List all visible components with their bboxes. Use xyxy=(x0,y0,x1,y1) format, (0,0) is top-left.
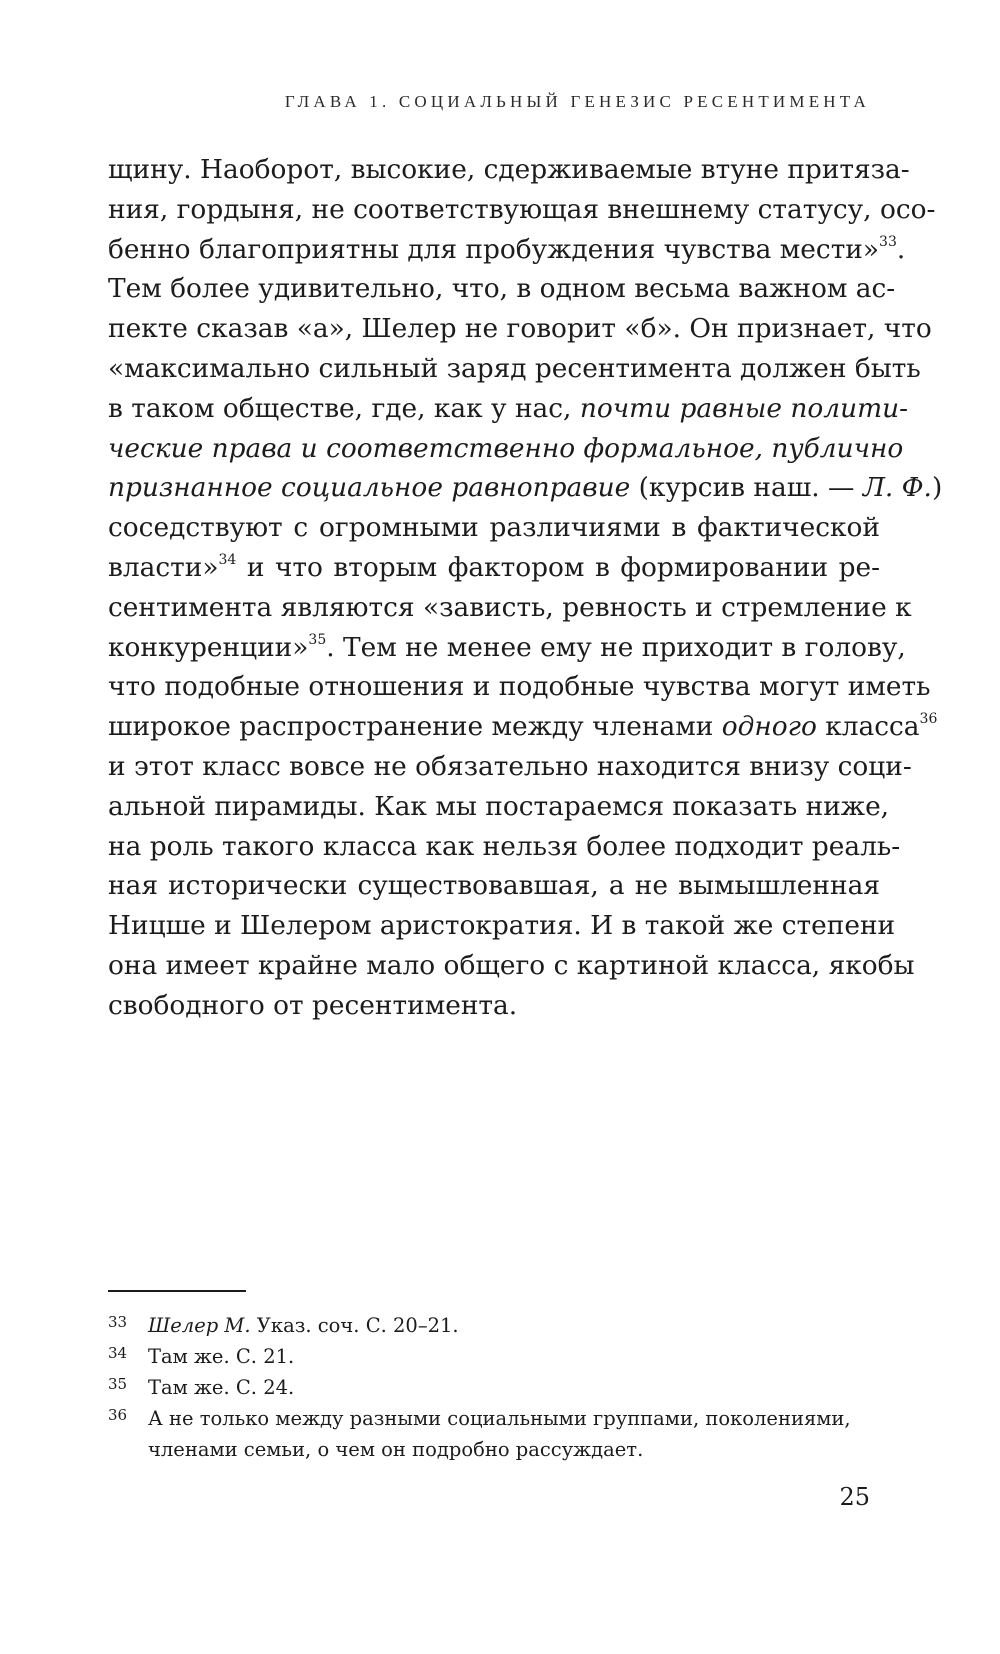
footnotes xyxy=(108,1310,898,1465)
text-line: альной пирамиды. Как мы постараемся показать ниже, xyxy=(108,790,890,822)
text-line: конкуренции»$^{35}$. Тем не менее ему не приходит в голову, xyxy=(108,631,906,663)
text-line: бенно благоприятны для пробуждения чувства мести»$^{33}$. xyxy=(108,233,906,265)
text-line: власти»$^{34}$ и что вторым фактором в формировании ре- xyxy=(108,551,880,583)
italic-emphasis: ческие права и соответственно формальное, публично xyxy=(108,432,904,464)
footnote-number: 35 xyxy=(108,1375,128,1393)
footnote-number: 34 xyxy=(108,1344,128,1362)
text-line: в таком обществе, где, как у нас, почти равные полити- xyxy=(108,392,909,424)
italic-emphasis: одного xyxy=(721,711,817,743)
text-line: щину. Наоборот, высокие, сдерживаемые втуне притяза- xyxy=(108,154,910,185)
text-line: свободного от ресентимента. xyxy=(108,989,518,1021)
text-line: сентимента являются «зависть, ревность и стремление к xyxy=(108,591,912,623)
footnote-author: Шелер М. xyxy=(148,1314,251,1337)
footnote-text: Шелер М. Указ. соч. С. 20–21. xyxy=(148,1314,459,1337)
footnote-text: А не только между разными социальными группами, поколениями, членами семьи, о чем он подробно рассуждает. xyxy=(148,1407,851,1461)
italic-emphasis: почти равные полити- xyxy=(579,392,909,424)
text-line: ная исторически существовавшая, а не вымышленная xyxy=(108,870,880,902)
author-initials: Л. Ф. xyxy=(862,472,932,504)
footnote-ref-35[interactable]: 35 xyxy=(308,631,327,648)
running-header: ГЛАВА 1. СОЦИАЛЬНЫЙ ГЕНЕЗИС РЕСЕНТИМЕНТА xyxy=(284,92,870,111)
footnote-number: 36 xyxy=(108,1406,128,1424)
footnote-divider xyxy=(108,1290,246,1292)
text-line: Ницше и Шелером аристократия. И в такой же степени xyxy=(108,910,896,942)
text-line: что подобные отношения и подобные чувства могут иметь xyxy=(108,671,931,703)
text-line: и этот класс вовсе не обязательно находится внизу соци- xyxy=(108,750,912,782)
text-line: ния, гордыня, не соответствующая внешнему статусу, осо- xyxy=(108,193,936,225)
footnote-ref-34[interactable]: 34 xyxy=(218,551,237,568)
footnote-text: Там же. С. 21. xyxy=(148,1345,295,1368)
text-line: на роль такого класса как нельзя более подходит реаль- xyxy=(108,830,901,862)
text-line: Тем более удивительно, что, в одном весьма важном ас- xyxy=(108,273,896,305)
footnote-ref-33[interactable]: 33 xyxy=(879,233,897,250)
text-line: она имеет крайне мало общего с картиной класса, якобы xyxy=(108,949,915,981)
footnote-ref-36[interactable]: 36 xyxy=(919,711,938,728)
italic-emphasis: признанное социальное равноправие xyxy=(108,472,631,504)
footnote-33 xyxy=(108,1310,898,1341)
footnote-number: 33 xyxy=(108,1313,128,1331)
footnote-text: Там же. С. 24. xyxy=(148,1376,295,1399)
text-line: «максимально сильный заряд ресентимента должен быть xyxy=(108,352,921,384)
text-line xyxy=(108,429,904,469)
body-text xyxy=(108,150,943,1026)
text-line: широкое распространение между членами одного класса$^{36}$ xyxy=(108,711,938,743)
footnote-34 xyxy=(108,1341,898,1372)
text-line: признанное социальное равноправие (курсив наш. — Л. Ф.) xyxy=(108,472,943,504)
text-line: соседствуют с огромными различиями в фактической xyxy=(108,512,880,544)
footnote-35 xyxy=(108,1372,898,1403)
text-line: пекте сказав «а», Шелер не говорит «б». Он признает, что xyxy=(108,313,932,345)
page-number: 25 xyxy=(839,1483,870,1511)
footnote-36 xyxy=(108,1403,898,1465)
